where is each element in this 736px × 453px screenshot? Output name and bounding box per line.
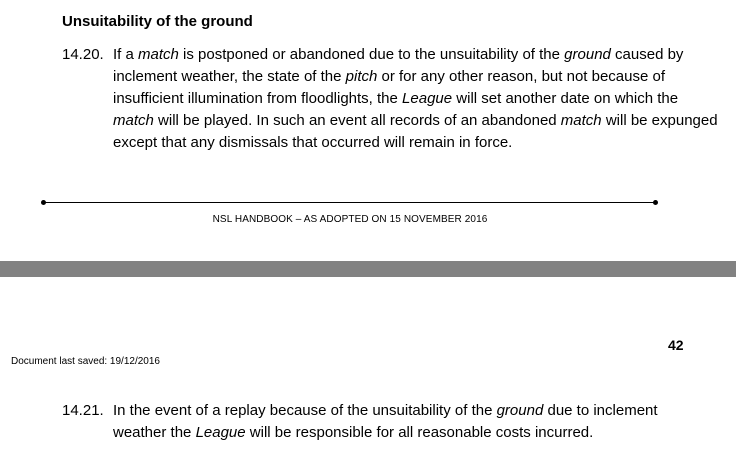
defined-term: League [195, 424, 246, 441]
defined-term: match [138, 46, 179, 63]
defined-term: match [113, 112, 154, 129]
clause-number: 14.20. [62, 46, 104, 63]
clause-number: 14.21. [62, 402, 104, 419]
text-run: will be expunged [601, 112, 718, 129]
text-run: is postponed or abandoned due to the unsuitability of the [178, 46, 565, 63]
clause-line [113, 110, 736, 132]
clause-text [113, 400, 736, 444]
clause-line [113, 88, 736, 110]
footer-rule-right-end [653, 200, 658, 205]
clause-line [113, 66, 736, 88]
footer-rule [44, 202, 656, 203]
text-run: In the event of a replay because of the unsuitability of the [113, 402, 497, 419]
text-run: inclement weather, the state of the [113, 68, 346, 85]
text-run: will be responsible for all reasonable costs incurred. [245, 424, 594, 441]
defined-term: match [560, 112, 602, 129]
text-run: except that any dismissals that occurred will remain in force. [113, 134, 513, 151]
text-run: due to inclement [543, 402, 658, 419]
text-run: insufficient illumination from floodlights, the [113, 90, 403, 107]
clause-text [113, 44, 736, 154]
text-run: If a [113, 46, 139, 63]
page-break-divider [0, 261, 736, 277]
text-run: caused by [610, 46, 684, 63]
clause-line [113, 422, 736, 444]
document-last-saved: Document last saved: 19/12/2016 [11, 356, 160, 367]
clause-line [113, 132, 736, 154]
section-heading: Unsuitability of the ground [62, 13, 253, 30]
text-run: or for any other reason, but not because of [377, 68, 666, 85]
text-run: weather the [113, 424, 196, 441]
handbook-footer: NSL HANDBOOK – AS ADOPTED ON 15 NOVEMBER 2016 [212, 214, 488, 225]
defined-term: pitch [345, 68, 378, 85]
clause-line [113, 400, 736, 422]
clause-line [113, 44, 736, 66]
text-run: will set another date on which the [452, 90, 679, 107]
defined-term: League [402, 90, 453, 107]
defined-term: ground [564, 46, 611, 63]
page-number: 42 [668, 337, 684, 353]
defined-term: ground [496, 402, 544, 419]
text-run: will be played. In such an event all records of an abandoned [153, 112, 561, 129]
